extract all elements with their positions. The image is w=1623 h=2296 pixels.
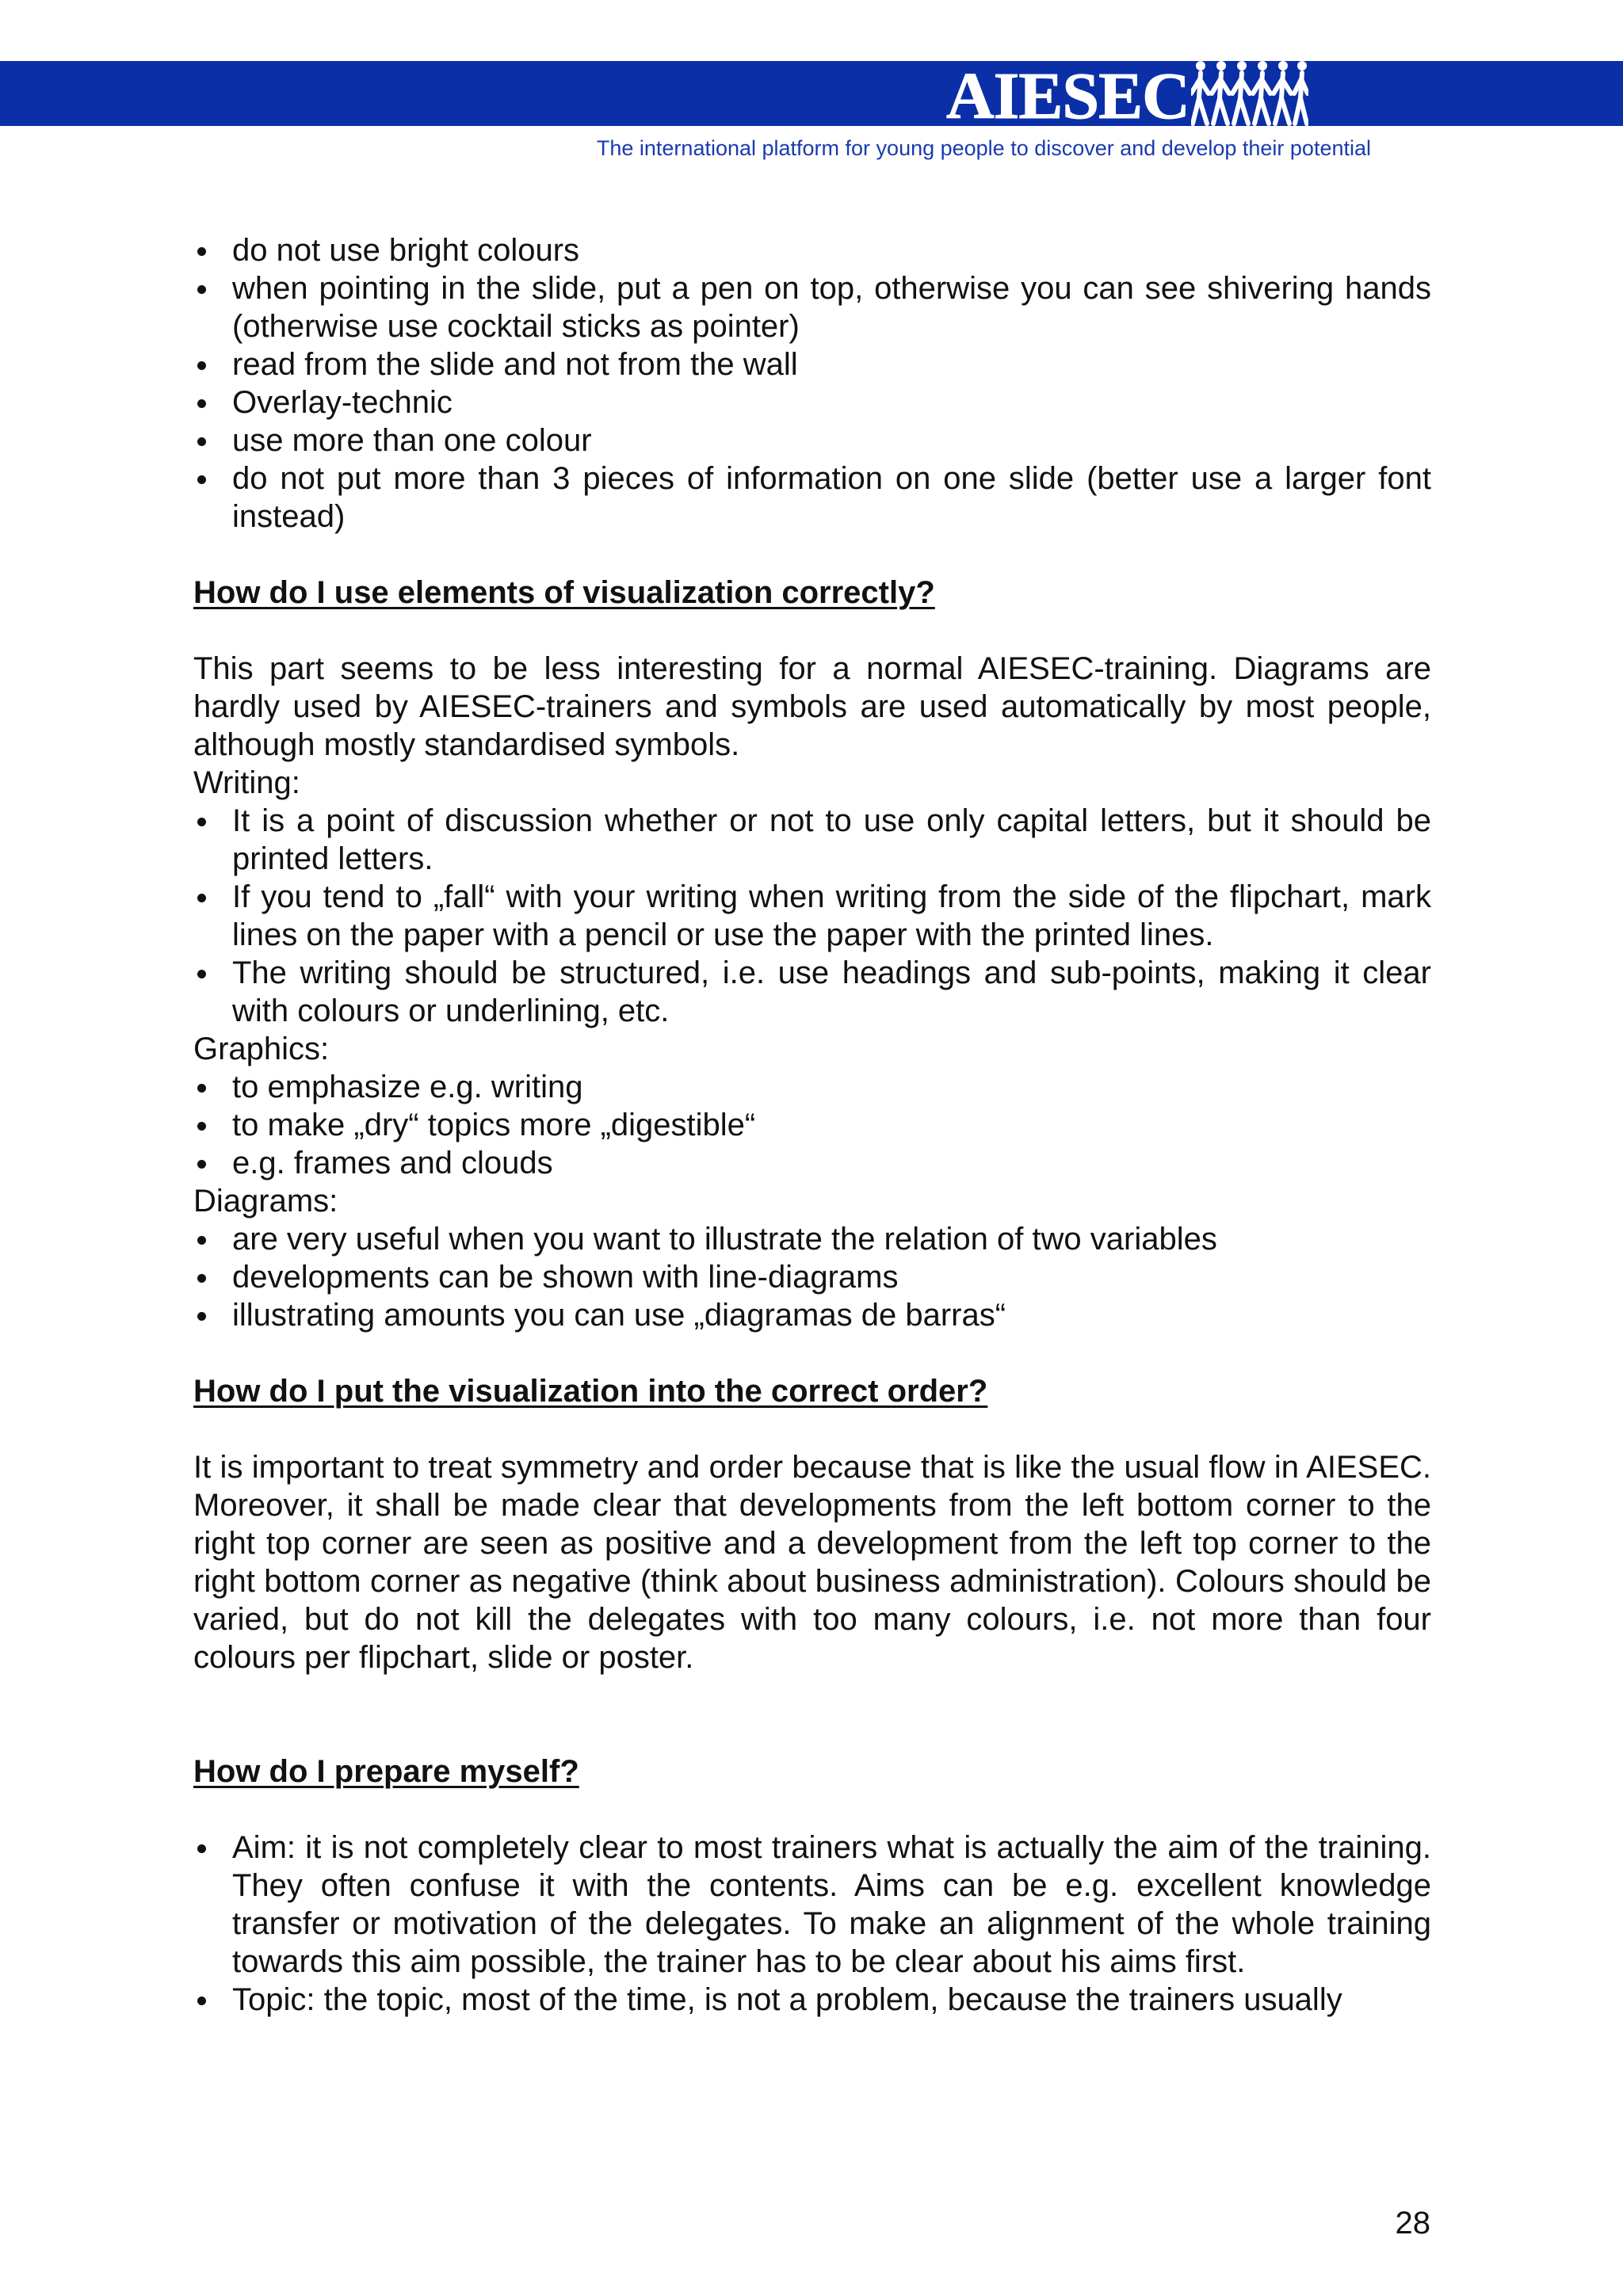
- section-heading: How do I use elements of visualization correctly?: [193, 575, 935, 610]
- diagrams-label: Diagrams:: [193, 1184, 338, 1219]
- list-item: to make „dry“ topics more „digestible“: [193, 1106, 1431, 1144]
- list-item: to emphasize e.g. writing: [193, 1068, 1431, 1106]
- diagrams-list: [193, 1220, 1431, 1334]
- list-item: The writing should be structured, i.e. use headings and sub-points, making it clear with colours or underlining, etc.: [193, 954, 1431, 1030]
- list-item: If you tend to „fall“ with your writing when writing from the side of the flipchart, mark lines on the paper with a pencil or use the paper with the printed lines.: [193, 878, 1431, 954]
- preparation-list: [193, 1829, 1431, 2019]
- section-paragraph: This part seems to be less interesting for a normal AIESEC-training. Diagrams are hardly used by AIESEC-trainers and symbols are used automatically by most people, although mostly standardised symbols.: [193, 651, 1431, 762]
- list-item: when pointing in the slide, put a pen on top, otherwise you can see shivering hands (otherwise use cocktail sticks as pointer): [193, 269, 1431, 345]
- writing-list: [193, 802, 1431, 1030]
- graphics-list: [193, 1068, 1431, 1182]
- logo-text: AIESEC: [946, 59, 1190, 133]
- graphics-label: Graphics:: [193, 1032, 330, 1066]
- list-item: read from the slide and not from the wall: [193, 345, 1431, 383]
- document-body: [193, 231, 1431, 2019]
- page-number: 28: [1395, 2206, 1430, 2241]
- section-heading: How do I prepare myself?: [193, 1754, 579, 1789]
- walking-people-icon: [1191, 59, 1308, 127]
- section-heading: How do I put the visualization into the correct order?: [193, 1374, 988, 1409]
- list-item: It is a point of discussion whether or not to use only capital letters, but it should be printed letters.: [193, 802, 1431, 878]
- writing-label: Writing:: [193, 765, 300, 800]
- list-item: Overlay-technic: [193, 383, 1431, 421]
- section-paragraph: It is important to treat symmetry and order because that is like the usual flow in AIESEC. Moreover, it shall be made clear that developments from the left bottom corner to the right top corner are seen as positive and a development from the left top corner to the right bottom corner as negative (think about business administration). Colours should be varied, but do not kill the delegates with too many colours, i.e. not more than four colours per flipchart, slide or poster.: [193, 1450, 1431, 1675]
- list-item: Topic: the topic, most of the time, is not a problem, because the trainers usually: [193, 1981, 1431, 2019]
- list-item: do not use bright colours: [193, 231, 1431, 269]
- list-item: are very useful when you want to illustrate the relation of two variables: [193, 1220, 1431, 1258]
- list-item: use more than one colour: [193, 421, 1431, 460]
- list-item: do not put more than 3 pieces of information on one slide (better use a larger font instead): [193, 460, 1431, 536]
- list-item: illustrating amounts you can use „diagramas de barras“: [193, 1296, 1431, 1334]
- aiesec-logo: [946, 57, 1308, 133]
- list-item: e.g. frames and clouds: [193, 1144, 1431, 1182]
- intro-bullet-list: [193, 231, 1431, 536]
- header-bar: [0, 61, 1623, 126]
- list-item: developments can be shown with line-diagrams: [193, 1258, 1431, 1296]
- header-tagline: The international platform for young people to discover and develop their potential: [596, 136, 1371, 160]
- list-item: Aim: it is not completely clear to most trainers what is actually the aim of the training. They often confuse it with the contents. Aims can be e.g. excellent knowledge transfer or motivation of the delegates. To make an alignment of the whole training towards this aim possible, the trainer has to be clear about his aims first.: [193, 1829, 1431, 1981]
